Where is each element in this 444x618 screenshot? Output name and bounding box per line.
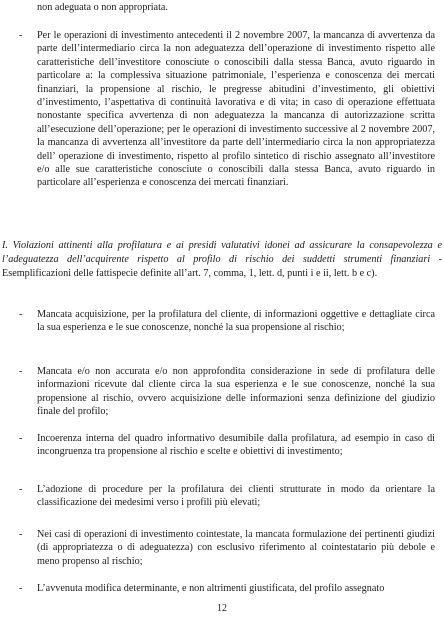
list-item-text: Mancata acquisizione, per la profilatura del cliente, di informazioni oggettive e dettagliate circa la sua esperienza e le sue conoscenze, nonché la sua propensione al rischio;: [37, 309, 435, 334]
list-dash: -: [19, 484, 23, 495]
list-item-text: Nei casi di operazioni di investimento cointestate, la mancata formulazione dei pertinenti giudizi (di appropriatezza o di adeguatezza) con esclusivo riferimento al cointestatario più debole e meno propenso al rischio;: [37, 529, 435, 567]
list-item: [19, 432, 444, 459]
section-title: Violazioni attinenti alla profilatura e ai presidi valutativi idonei ad assicurare la consapevolezza e l’adeguatezza dell’acquirente rispetto al profilo di rischio dei suddetti strumenti finanziari: [2, 240, 442, 265]
list-item-text: L’adozione di procedure per la profilatura dei clienti strutturate in modo da orientare la classificazione dei medesimi verso i profili più elevati;: [37, 484, 435, 509]
section-subtitle: - Esemplificazioni delle fattispecie definite all’art. 7, comma, 1, lett. d, punti i e ii, lett. b e c).: [2, 254, 442, 279]
list-dash: -: [19, 366, 23, 377]
list-item: [19, 365, 444, 419]
list-item-text: Per le operazioni di investimento antecedenti il 2 novembre 2007, la mancanza di avvertenza da parte dell’intermediario circa la non adeguatezza dell’operazione di investimento rispetto alle caratteristiche dell’investitore conosciute o conoscibili dalla stessa Banca, avuto riguardo in particolare a: la complessiva situazione patrimoniale, l’esperienza e conoscenza dei mercati finanziari, la propensione al rischio, le pregresse abitudini d’investimento, gli obiettivi d’investimento, l’aspettativa di continuità lavorativa e di vita; in caso di operazione effettuata nonostante specifica avvertenza di non adeguatezza la mancanza di autorizzazione scritta all’esecuzione dell’operazione; per le operazioni di investimento successive al 2 novembre 2007, la mancanza di avvertenza all’investitore da parte dell’intermediario circa la non appropriatezza dell’ operazione di investimento, rispetto al profilo sintetico di rischio assegnato all’investitore e/o alle sue caratteristiche conosciute o conoscibili dalla stessa Banca, avuto riguardo in particolare all’esperienza e conoscenza dei mercati finanziari.: [37, 30, 435, 189]
list-dash: -: [19, 30, 23, 41]
page-number: 12: [217, 603, 227, 614]
list-item: [19, 308, 444, 335]
list-item: [19, 528, 444, 568]
list-item-text: Mancata e/o non accurata e/o non approfondita considerazione in sede di profilatura delle informazioni ricevute dal cliente circa la sua esperienza e le sue conoscenze, nonché la sua propensione al rischio, ovvero acquisizione delle informazioni senza definizione del giudizio finale del profilo;: [37, 366, 435, 418]
list-dash: -: [19, 529, 23, 540]
list-dash: -: [19, 309, 23, 320]
section-heading: [2, 239, 442, 281]
list-item-text: L’avvenuta modifica determinante, e non altrimenti giustificata, del profilo assegnato: [37, 583, 385, 594]
list-item-text: Incoerenza interna del quadro informativo desumibile dalla profilatura, ad esempio in caso di incongruenza tra propensione al rischio e scelte e obiettivi di investimento;: [37, 433, 435, 458]
section-number: I.: [2, 240, 8, 251]
list-item: [19, 582, 444, 596]
continued-text: non adeguata o non appropriata.: [37, 2, 168, 13]
list-dash: -: [19, 583, 23, 594]
list-dash: -: [19, 433, 23, 444]
list-item: [19, 483, 444, 510]
list-item: [19, 29, 444, 190]
